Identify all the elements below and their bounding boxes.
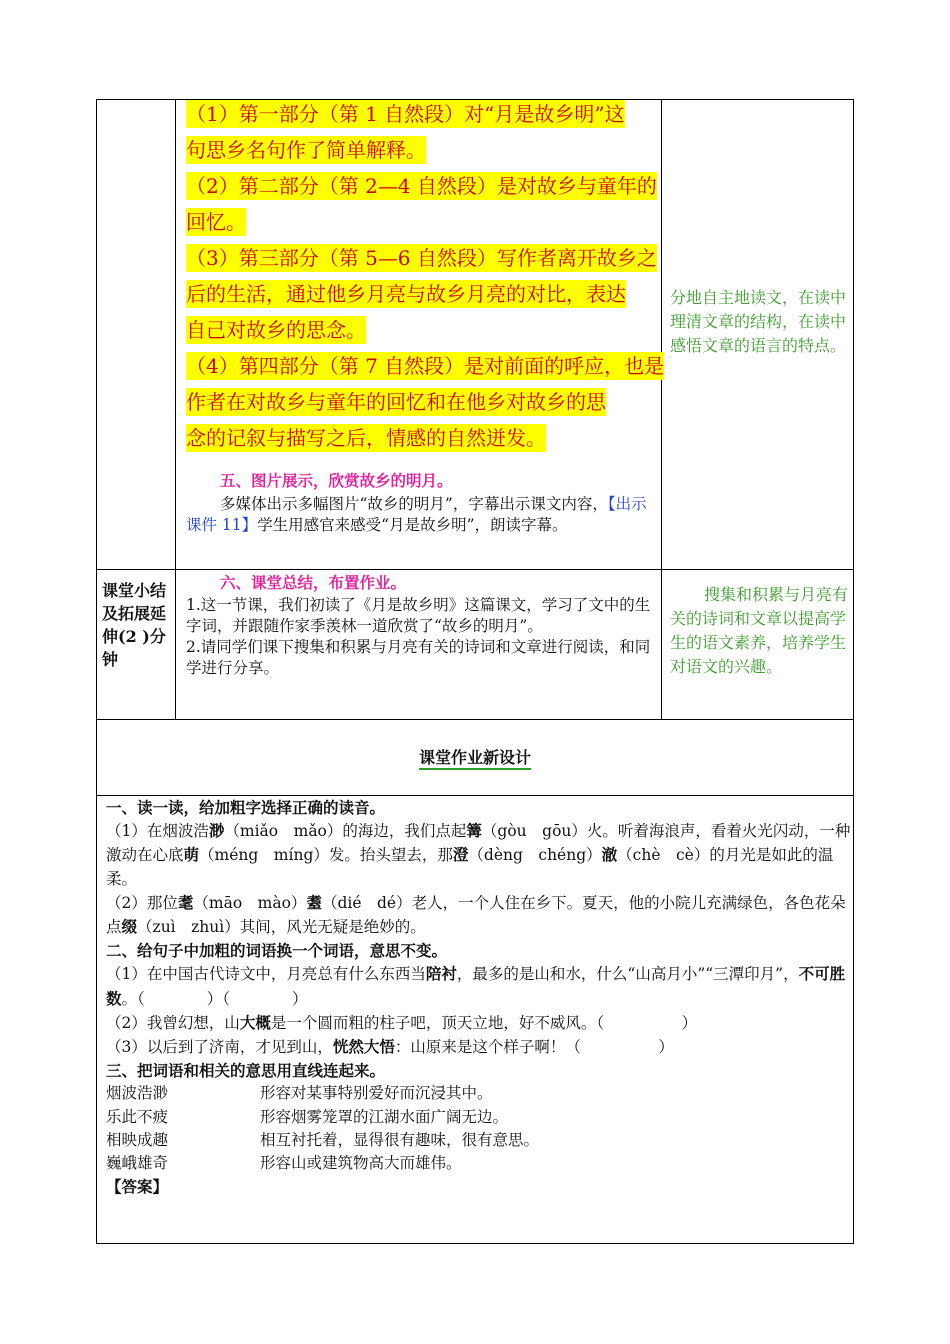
analysis-line: （4）第四部分（第 7 自然段）是对前面的呼应，也是 bbox=[186, 354, 665, 378]
analysis-line: 自己对故乡的思念。 bbox=[186, 318, 366, 342]
q3-pair: 巍峨雄奇 形容山或建筑物高大而雄伟。 bbox=[106, 1154, 462, 1173]
structure-analysis bbox=[182, 96, 665, 456]
q2-heading: 二、给句子中加粗的词语换一个词语，意思不变。 bbox=[106, 941, 448, 961]
q3-pair: 烟波浩渺 形容对某事特别爱好而沉浸其中。 bbox=[106, 1084, 493, 1103]
col-divider-left bbox=[175, 99, 176, 719]
summary-item-1: 1.这一节课，我们初读了《月是故乡明》这篇课文，学习了文中的生字词，并跟随作家季羡林一道欣赏了“故乡的明月”。 bbox=[186, 596, 651, 635]
analysis-line: 后的生活，通过他乡月亮与故乡月亮的对比，表达 bbox=[186, 282, 626, 306]
q2-sentence-2: （2）我曾幻想，山大概是一个圆而粗的柱子吧，顶天立地，好不威风。（ ） bbox=[106, 1012, 698, 1032]
step5-block bbox=[182, 470, 662, 536]
q2-sentence-3: （3）以后到了济南，才见到山，恍然大悟：山原来是这个样子啊！（ ） bbox=[106, 1037, 674, 1057]
summary-label: 课堂小结及拓展延伸(2 )分钟 bbox=[102, 581, 167, 669]
row-divider-1 bbox=[96, 569, 854, 570]
homework-title: 课堂作业新设计 bbox=[96, 745, 854, 768]
q3-heading: 三、把词语和相关的意思用直线连起来。 bbox=[106, 1061, 386, 1081]
analysis-line: （2）第二部分（第 2—4 自然段）是对故乡与童年的 bbox=[186, 174, 657, 198]
q1-paragraph-2: （2）那位耄（māo mào）耋（dié dé）老人，一个人住在乡下。夏天，他的小院儿充满绿色，各色花朵点缀（zuì zhuì）其间，风光无疑是绝妙的。 bbox=[106, 892, 846, 937]
q3-pair: 相映成趣 相互衬托着，显得很有趣味，很有意思。 bbox=[106, 1130, 540, 1149]
summary-item-2: 2.请同学们课下搜集和积累与月亮有关的诗词和文章进行阅读，和同学进行分享。 bbox=[186, 638, 651, 677]
q2-sentence-1: （1）在中国古代诗文中，月亮总有什么东西当陪衬，最多的是山和水，什么“山高月小”“三潭印月”，不可胜数。（ ）（ ） bbox=[106, 964, 846, 1008]
analysis-line: 念的记叙与描写之后，情感的自然迸发。 bbox=[186, 426, 546, 450]
analysis-line: （3）第三部分（第 5—6 自然段）写作者离开故乡之 bbox=[186, 246, 657, 270]
step6-heading: 六、课堂总结，布置作业。 bbox=[220, 573, 407, 592]
analysis-line: 回忆。 bbox=[186, 210, 246, 234]
q3-pair: 乐此不疲 形容烟雾笼罩的江湖水面广阔无边。 bbox=[106, 1107, 509, 1126]
q1-heading: 一、读一读，给加粗字选择正确的读音。 bbox=[106, 798, 386, 817]
right-note-homework: 搜集和积累与月亮有关的诗词和文章以提高学生的语文素养，培养学生对语文的兴趣。 bbox=[670, 585, 849, 676]
courseware-link: 【出示课件 11】 bbox=[186, 495, 647, 534]
q1-paragraph-1: （1）在烟波浩渺（miǎo mǎo）的海边，我们点起篝（gòu gōu）火。听着海浪声，看着火光闪动，一种激动在心底萌（méng míng）发。抬头望去，那澄（dèng chéng）澈（chè cè）的月光是如此的温柔。 bbox=[106, 821, 851, 888]
row-divider-2 bbox=[96, 719, 854, 720]
homework-body bbox=[106, 796, 854, 1198]
analysis-line: （1）第一部分（第 1 自然段）对“月是故乡明”这 bbox=[186, 102, 625, 126]
analysis-line: 句思乡名句作了简单解释。 bbox=[186, 138, 426, 162]
summary-block bbox=[182, 572, 662, 679]
right-note-reading: 分地自主地读文，在读中理清文章的结构，在读中感悟文章的语言的特点。 bbox=[670, 288, 847, 355]
step5-heading: 五、图片展示，欣赏故乡的明月。 bbox=[220, 471, 453, 490]
step5-text: 多媒体出示多幅图片“故乡的明月”，字幕出示课文内容，【出示课件 11】学生用感官来感受“月是故乡明”，朗读字幕。 bbox=[186, 495, 647, 534]
analysis-line: 作者在对故乡与童年的回忆和在他乡对故乡的思 bbox=[186, 390, 606, 414]
answer-label: 【答案】 bbox=[106, 1177, 169, 1197]
